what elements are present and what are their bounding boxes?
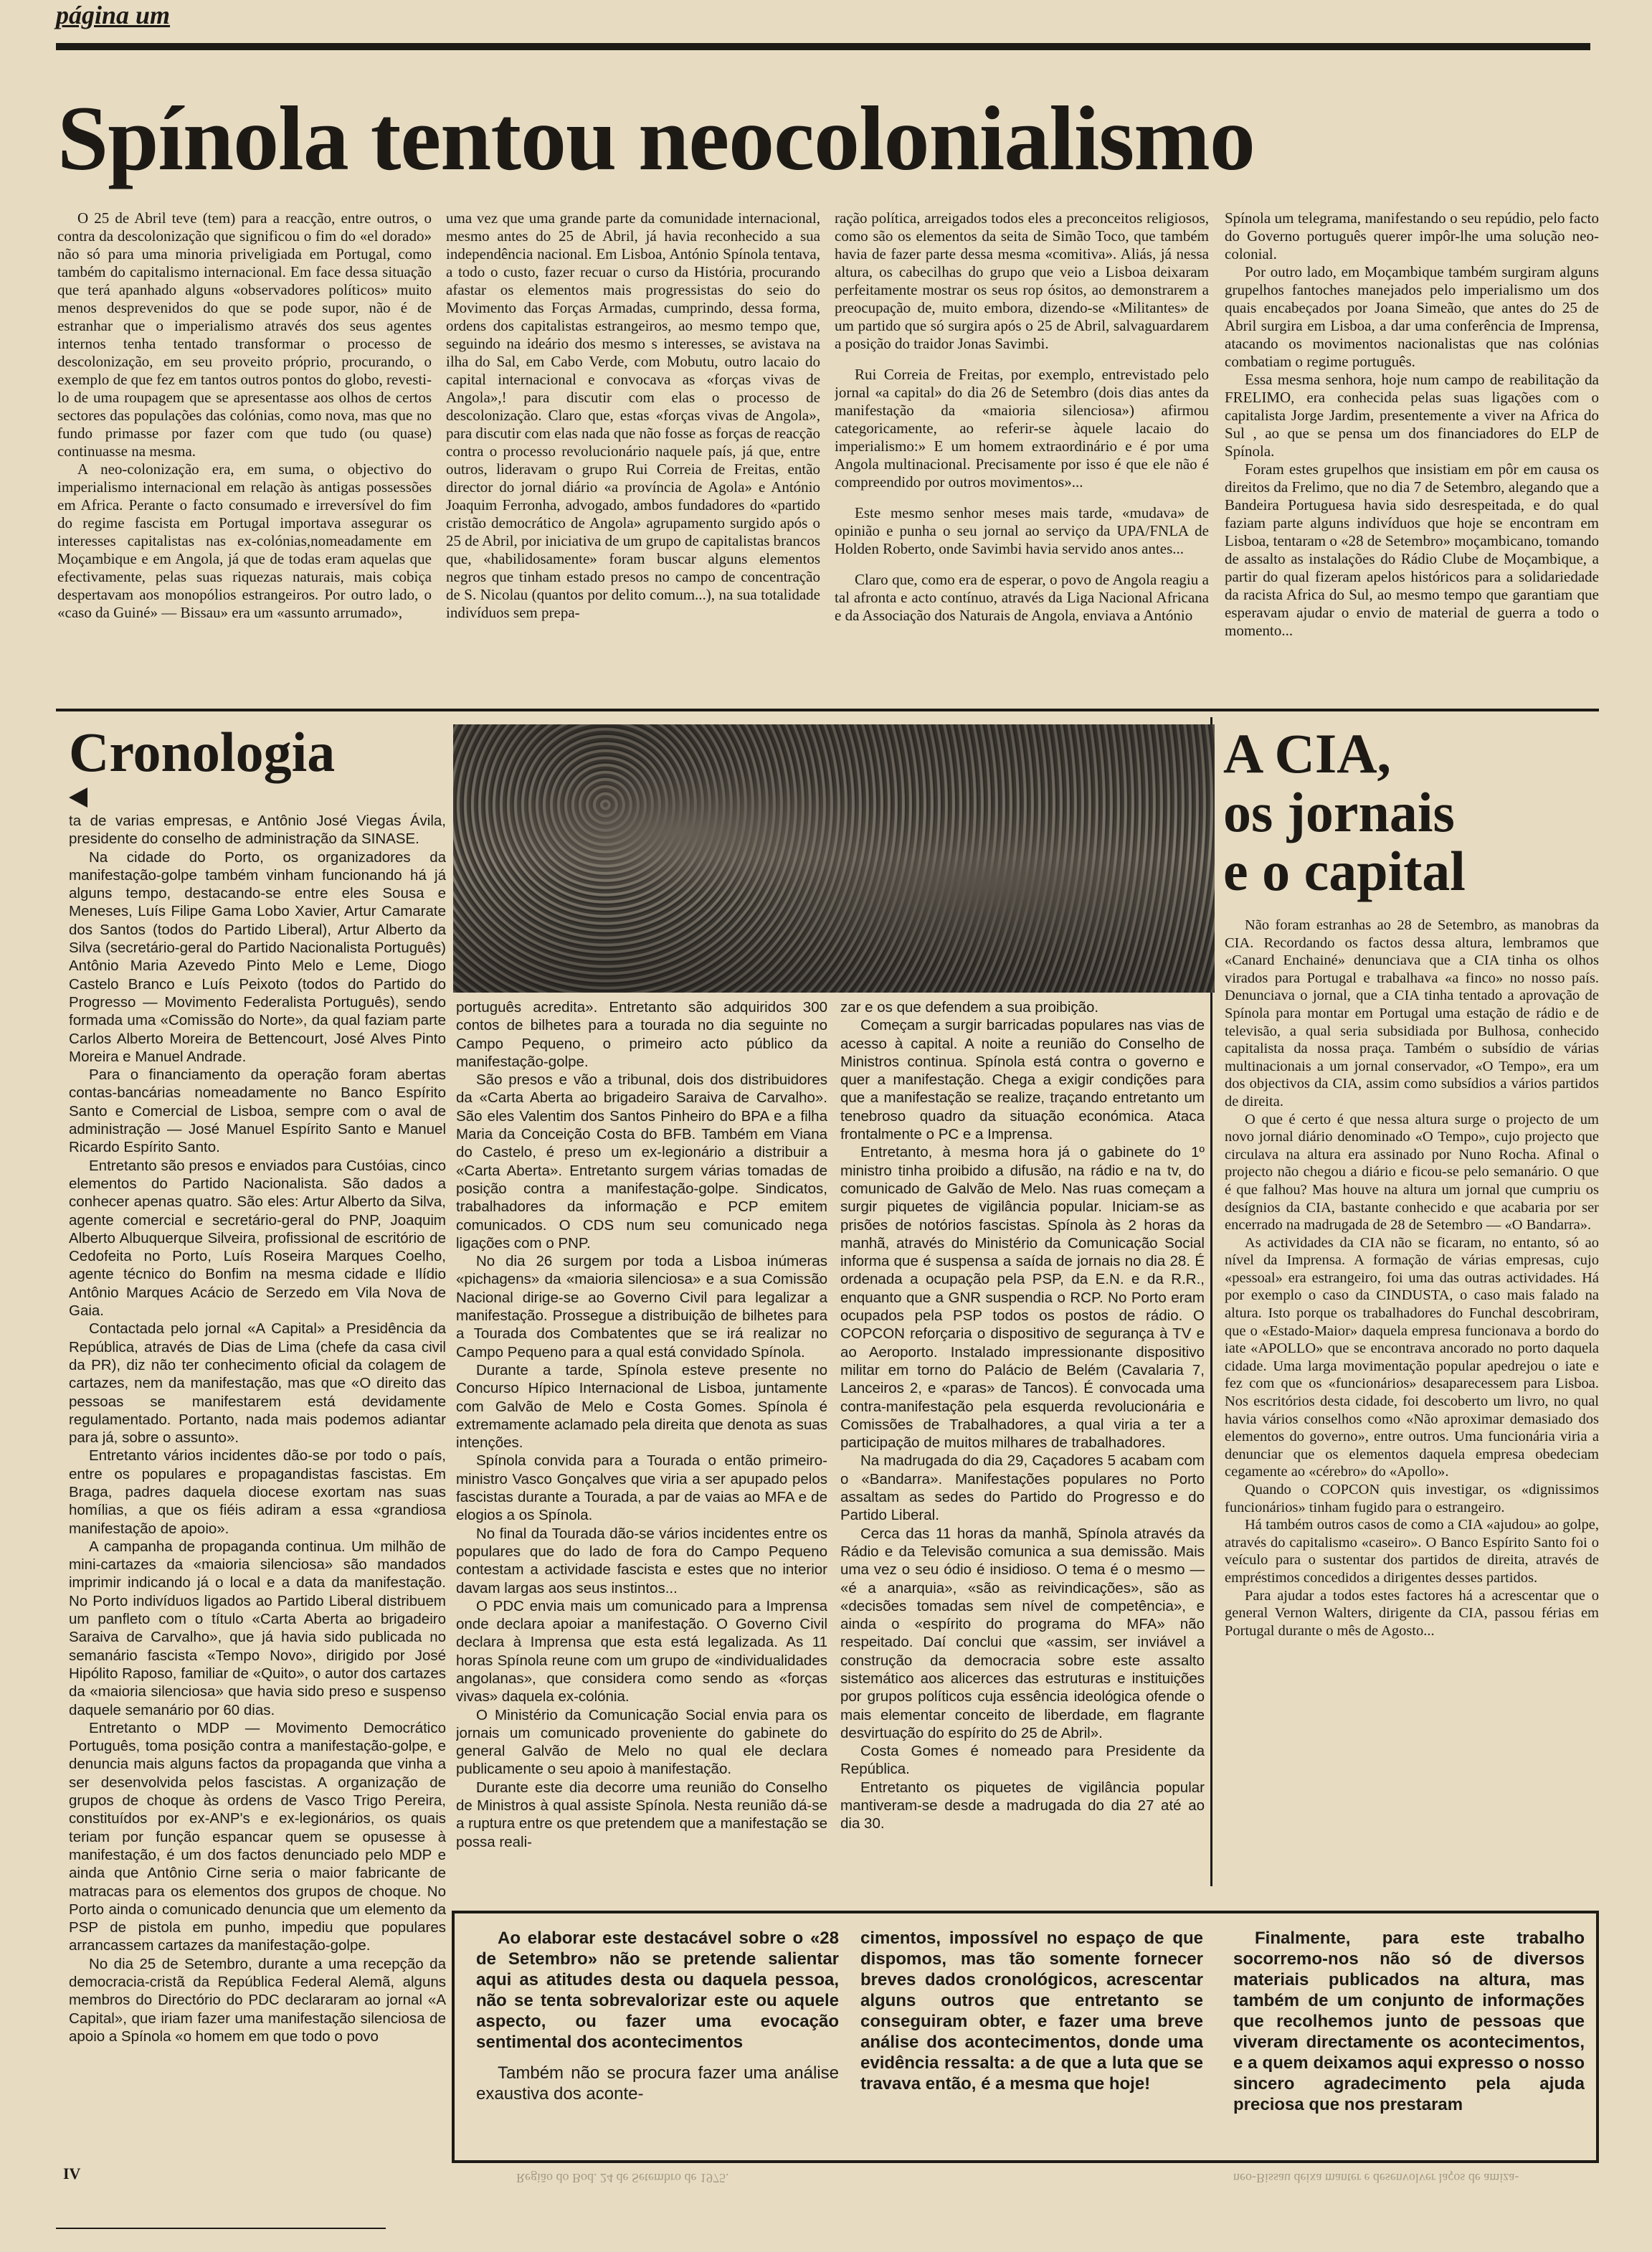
lead-column-2	[446, 209, 820, 704]
cronologia-column-1	[69, 812, 446, 2218]
lead-paragraph: Claro que, como era de esperar, o povo de Angola reagiu a tal afronta e acto contínuo, através da Liga Nacional Africana e da Associação dos Naturais de Angola, enviava a António	[835, 571, 1209, 624]
lead-paragraph: Rui Correia de Freitas, por exemplo, entrevistado pelo jornal «a capital» do dia 26 de Setembro (dois dias antes da manifestação da «maioria silenciosa») afirmou categoricamente, ao referir-se àquele lacaio do imperialismo:» E um homem extraordinário e é por uma Angola multinacional. Precisamente por isso é que ele não é compreendido por outros movimentos»...	[835, 366, 1209, 491]
lead-paragraph: Este mesmo senhor meses mais tarde, «mudava» de opinião e punha o seu jornal ao serviço da UPA/FNLA de Holden Roberto, onde Savimbi havia servido anos antes...	[835, 504, 1209, 557]
lead-paragraph: O 25 de Abril teve (tem) para a reacção, entre outros, o contra da descolonização que significou o fim do «el dorado» não só para uma minoria priveligiada em Portugal, como também do capitalismo internacional. Em face dessa situação que terá apanhado alguns «observadores políticos» muito menos desprevenidos do que se pode supor, não é de estranhar que o imperialismo através dos seus agentes internos tenha tentado transformar o processo de descolonização, em seu proveito próprio, procurando, o exemplo de que fez em tantos outros pontos do globo, revesti-lo de uma roupagem que se apresentasse aos olhos de certos sectores das populações das colónias, como nova, mas que no fundo primasse por fazer com que tudo (ou quase) continuasse na mesma.	[57, 209, 432, 460]
cronologia-paragraph: São presos e vão a tribunal, dois dos distribuidores da «Carta Aberta ao brigadeiro Saraiva de Carvalho». São eles Valentim dos Santos Pinheiro do BPA e a filha Maria da Conceição Costa do BFB. Também em Viana do Castelo, é preso um ex-legionário a distribuir a «Carta Aberta». Entretanto surgem várias tomadas de posição contra a manifestação-golpe. Sindicatos, trabalhadores da informação e PCP emitem comunicados. O CDS num seu comunicado nega ligações com o PNP.	[456, 1071, 827, 1252]
lead-paragraph: Foram estes grupelhos que insistiam em pôr em causa os direitos da Frelimo, que no dia 7 de Setembro, alegando que a Bandeira Portuguesa havia sido desrespeitada, e do qual faziam parte alguns indivíduos que hoje se encontram em Lisboa, tentaram o «28 de Setembro» moçambicano, tomando de assalto as instalações do Rádio Clube de Moçambique, a partir do qual fizeram apelos históricos para a solidariedade da racista Africa do Sul, ao mesmo tempo que garantiam que esperavam ajudar o envio de material de guerra a todo o momento...	[1225, 460, 1599, 639]
cronologia-paragraph: Na madrugada do dia 29, Caçadores 5 acabam com o «Bandarra». Manifestações populares no Porto assaltam as sedes do Partido do Progresso e do Partido Liberal.	[840, 1452, 1205, 1524]
cia-paragraph: Não foram estranhas ao 28 de Setembro, as manobras da CIA. Recordando os factos dessa altura, lembramos que «Canard Enchainé» denunciava que a CIA tinha os olhos virados para Portugal e trabalhava «a finco» no nosso país. Denunciava o jornal, que a CIA tinha tentado a aprovação de Spínola para montar em Portugal uma estação de rádio e de televisão, a qual seria subsidiada por Bulhosa, conhecido capitalista da nossa praça. Também o subsídio de várias multinacionais a um jornal conservador, «O Tempo», era um dos objectivos da CIA, assim como subsídios a vários partidos de direita.	[1225, 917, 1599, 1110]
cronologia-paragraph: Na cidade do Porto, os organizadores da manifestação-golpe também vinham funcionando há já alguns tempo, destacando-se entre eles Sousa e Meneses, Luís Filipe Gama Lobo Xavier, Artur Camarate dos Santos (todos do Partido Liberal), Artur Alberto da Silva (secretário-geral do Partido Nacionalista Português) Antônio Maria Azevedo Pinto Melo e Leme, Diogo Castelo Branco e Luís Peixoto (todos do Partido do Progresso — Movimento Federalista Português), sendo formada uma «Comissão do Norte», da qual faziam parte Carlos Alberto Moreira de Bettencourt, José Alves Pinto Moreira e Manuel Andrade.	[69, 848, 446, 1065]
lead-paragraph: A neo-colonização era, em suma, o objectivo do imperialismo internacional em relação às antigas possessões em Africa. Perante o facto consumado e irreversível do fim do regime fascista em Portugal importava assegurar os interesses capitalistas nas ex-colónias,nomeadamente em Moçambique e em Angola, já que de todas eram aquelas que efectivamente, pelas suas riquezas naturais, mais cobiça despertavam aos monopólios estrangeiros. Por outro lado, o «caso da Guiné» — Bissau» era um «assunto arrumado»,	[57, 460, 432, 621]
crowd-photo	[453, 724, 1215, 993]
cronologia-paragraph: zar e os que defendem a sua proibição.	[840, 999, 1099, 1016]
editorial-note-paragraph: Também não se procura fazer uma análise exaustiva dos aconte-	[476, 2063, 839, 2104]
cronologia-paragraph: Entretanto vários incidentes dão-se por todo o país, entre os populares e propagandistas fascistas. Em Braga, padres daquela diocese exortam nas suas homílias, a que os fiéis adiram a essa «grandiosa manifestação de apoio».	[69, 1447, 446, 1537]
cia-paragraph: Para ajudar a todos estes factores há a acrescentar que o general Vernon Walters, dirigente da CIA, passou férias em Portugal durante o mês de Agosto...	[1225, 1587, 1599, 1639]
cia-paragraph: Há também outros casos de como a CIA «ajudou» ao golpe, através do capitalismo «caseiro». O Banco Espírito Santo foi o veículo para o sustentar dos partidos de direita, através de empréstimos concedidos a dirigentes desses partidos.	[1225, 1517, 1599, 1586]
top-rule	[56, 43, 1590, 50]
editorial-note-column-1	[476, 1928, 839, 2150]
cia-title-line-3: e o capital	[1223, 840, 1466, 902]
page-number: IV	[63, 2165, 81, 2182]
cronologia-paragraph: Spínola convida para a Tourada o então primeiro-ministro Vasco Gonçalves que viria a ser apupado pelos fascistas durante a Tourada, a par de vaias ao MFA e de elogios a os Spínola.	[456, 1452, 827, 1524]
cronologia-title: Cronologia	[69, 721, 336, 783]
cronologia-column-2	[456, 998, 827, 1901]
cronologia-paragraph: No final da Tourada dão-se vários incidentes entre os populares que do lado de fora do Campo Pequeno contestam a actividade fascista e estes que no interior davam largas aos seus instintos...	[456, 1525, 827, 1596]
cia-title-line-1: A CIA,	[1223, 722, 1392, 785]
lead-column-1	[57, 209, 432, 704]
lead-paragraph: Spínola um telegrama, manifestando o seu repúdio, pelo facto do Governo português querer impôr-lhe uma solução neo-colonial.	[1225, 209, 1599, 262]
cia-title-line-2: os jornais	[1223, 781, 1455, 843]
cronologia-paragraph: Cerca das 11 horas da manhã, Spínola através da Rádio e da Televisão comunica a sua demissão. Mais uma vez o seu ódio é insidioso. O tema é o mesmo — «é a anarquia», «são as reivindicações», são as «decisões tomadas sem nível de competência», e ainda o «espírito do programa do MFA» não respeitado. Daí conclui que «assim, ser inviável a construção da democracia sobre este assalto sistemático aos alicerces das estruturas e instituições por grupos políticos cuja essência ideológica ofende o mais elementar conceito de liberdade, em flagrante desvirtuação do espírito do 25 de Abril».	[840, 1525, 1205, 1741]
cronologia-paragraph: Contactada pelo jornal «A Capital» a Presidência da República, através de Dias de Lima (chefe da casa civil da PR), diz não ter conhecimento oficial da colagem de cartazes, nem da manifestação, mas que «O direito das pessoas se manifestarem está devidamente regulamentado. Portanto, nada mais podemos adiantar para já, sobre o assunto».	[69, 1320, 446, 1447]
cronologia-paragraph: Entretanto os piquetes de vigilância popular mantiveram-se desde a madrugada do dia 27 até ao dia 30.	[840, 1779, 1205, 1832]
editorial-note-paragraph: Finalmente, para este trabalho socorremo-nos não só de diversos materiais publicados na altura, mas também de um conjunto de informações que recolhemos junto de pessoas que viveram directamente os acontecimentos, e a quem deixamos aqui expresso o nosso sincero agradecimento pela ajuda preciosa que nos prestaram	[1233, 1929, 1585, 2114]
headline: Spínola tentou neocolonialismo	[57, 87, 1255, 189]
cronologia-paragraph: No dia 25 de Setembro, durante a uma recepção da democracia-cristã da República Federal Alemã, alguns membros do Directório do PDC declararam ao jornal «A Capital», que iriam fazer uma manifestação silenciosa de apoio a Spínola «o homem em que todo o povo	[69, 1955, 446, 2045]
cronologia-paragraph: Começam a surgir barricadas populares nas vias de acesso à capital. A noite a reunião do Conselho de Ministros continua. Spínola está contra o governo e quer a manifestação. Chega a exigir condições para que a manifestação se realize, traçando entretanto um tenebroso quadro da situação económica. Ataca frontalmente o PC e a Imprensa.	[840, 1017, 1205, 1143]
cronologia-paragraph: Durante este dia decorre uma reunião do Conselho de Ministros à qual assiste Spínola. Nesta reunião dá-se a ruptura entre os que pretendem que a manifestação se possa reali-	[456, 1779, 827, 1850]
cronologia-column-3	[840, 998, 1205, 1901]
cronologia-paragraph: português acredita». Entretanto são adquiridos 300 contos de bilhetes para a tourada no dia seguinte no Campo Pequeno, o primeiro acto público da manifestação-golpe.	[456, 999, 827, 1070]
cronologia-paragraph: A campanha de propaganda continua. Um milhão de mini-cartazes da «maioria silenciosa» são mandados imprimir indicando já o local e a data da manifestação. No Porto indivíduos ligados ao Partido Liberal distribuem um panfleto com o título «Carta Aberta ao brigadeiro Saraiva de Carvalho», que já havia sido publicada no semanário fascista «Tempo Novo», dirigido por José Hipólito Raposo, familiar de «Quito», o autor dos cartazes da «maioria silenciosa» que havia sido preso e suspenso daquele semanário por 60 dias.	[69, 1538, 446, 1718]
lead-column-3	[835, 209, 1209, 704]
lead-paragraph: Por outro lado, em Moçambique também surgiram alguns grupelhos fantoches manejados pelo imperialismo um dos quais encabeçados por Joana Simeão, que antes do 25 de Abril surgira em Lisboa, a dar uma conferência de Imprensa, atacando os movimentos nacionalistas que nas colónias combatiam o regime português.	[1225, 263, 1599, 370]
editorial-note-column-2	[860, 1928, 1203, 2150]
editorial-note-paragraph: cimentos, impossível no espaço de que dispomos, mas tão somente fornecer breves dados cronológicos, acrescentar alguns outros que entretanto se conseguiram obter, e fazer uma breve análise dos acontecimentos, donde uma evidência ressalta: a de que a luta que se travava então, é a mesma que hoje!	[860, 1929, 1203, 2093]
cronologia-paragraph: No dia 26 surgem por toda a Lisboa inúmeras «pichagens» da «maioria silenciosa» e a sua Comissão Nacional dirige-se ao Governo Civil para legalizar a manifestação. Prossegue a distribuição de bilhetes para a Tourada dos Combatentes que se irá realizar no Campo Pequeno para a qual está convidado Spínola.	[456, 1253, 827, 1361]
bleed-through-text-right: neo-Bissau deixa manter e desenvolver laços de amiza-	[1233, 2171, 1519, 2185]
editorial-note-paragraph: Ao elaborar este destacável sobre o «28 de Setembro» não se pretende salientar aqui as atitudes desta ou daquela pessoa, não se tenta sobrevalorizar este ou aquele aspecto, ou fazer uma evocação sentimental dos acontecimentos	[476, 1929, 839, 2052]
page-label: página um	[56, 1, 171, 29]
cia-article-body	[1225, 917, 1599, 1916]
editorial-note-column-3	[1233, 1928, 1585, 2150]
cia-paragraph: Quando o COPCON quis investigar, os «dignissimos funcionários» tinham fugido para o estrangeiro.	[1225, 1482, 1599, 1515]
lead-paragraph: ração política, arreigados todos eles a preconceitos religiosos, como são os elementos da seita de Simão Toco, que também havia de fazer parte dessa mesma «comitiva». Aliás, já nessa altura, os cabecilhas do grupo que veio a Lisboa deixaram perfeitamente mostrar os seus rop ósitos, ao demonstrarem a preocupação de, muito embora, dizendo-se «Militantes» de um partido que só surgira após o 25 de Abril, salvaguardarem a posição do traidor Jonas Savimbi.	[835, 209, 1209, 352]
cronologia-paragraph: Durante a tarde, Spínola esteve presente no Concurso Hípico Internacional de Lisboa, juntamente com Galvão de Melo e Costa Gomes. Spínola é extremamente aclamado pela direita que denota as suas intenções.	[456, 1361, 827, 1452]
lead-column-4	[1225, 209, 1599, 704]
cia-paragraph: As actividades da CIA não se ficaram, no entanto, só ao nível da Imprensa. A formação de várias empresas, cujo «pessoal» era estrangeiro, foi uma das outras actividades. Há por exemplo o caso da CINDUSTA, o caso mais falado na altura. Isto porque os trabalhadores do Funchal descobriram, que o «Estado-Maior» daquela empresa funcionava a bordo do iate «APOLLO» que se encontrava ancorado no porto daquela cidade. Uma larga movimentação popular apedrejou o iate e fez com que os «funcionários» desaparecessem para Lisboa. Nos escritórios desta cidade, foi descoberto um livro, no qual havia vários conselhos como «Não aproximar demasiado dos elementos do governo», entre outros. Uma funcionária viria a denunciar que os elementos daquela empresa obedeciam cegamente ao «cérebro» do «Apollo».	[1225, 1234, 1599, 1480]
cronologia-paragraph: Costa Gomes é nomeado para Presidente da República.	[840, 1743, 1205, 1778]
cia-paragraph: O que é certo é que nessa altura surge o projecto de um novo jornal diário denominado «O Tempo», cujo projecto que circulava na altura era assinado por Nuno Rocha. Afinal o projecto não chegou a diário e ficou-se pelo semanário. O que é que falhou? Mas houve na altura um jornal que cumpriu os desígnios da CIA, bastante conhecido e que acabaria por ser encerrado na madrugada de 28 de Setembro — «O Bandarra».	[1225, 1111, 1599, 1234]
lead-paragraph: uma vez que uma grande parte da comunidade internacional, mesmo antes do 25 de Abril, já havia reconhecido a sua independência nacional. Em Lisboa, António Spínola tentava, a todo o custo, fazer recuar o curso da História, procurando afastar os elementos mais progressistas do seio do Movimento das Forças Armadas, cumprindo, dessa forma, ordens dos capitalistas estrangeiros, ao mesmo tempo que, seguindo na ideário dos mesmo s interesses, se avistava na ilha do Sal, em Cabo Verde, com Mobutu, outro lacaio do capital internacional e convocava as «forças vivas de Angola»,! para discutir com elas o processo de descolonização. Claro que, estas «forças vivas de Angola», para discutir com elas nada que não fosse as forças de reacção contra o processo revolucionário naquele país, já que, entre outros, lideravam o grupo Rui Correia de Freitas, então director do jornal diário «a província de Agola» e António Joaquim Ferronha, advogado, ambos fundadores do «partido cristão democrático de Angola» agrupamento surgido após o 25 de Abril, por iniciativa de um grupo de capitalistas brancos que, «habilidosamente» foram buscar alguns elementos negros que tinham estado presos no campo de concentração de S. Nicolau (quantos por delito comum...), na sua totalidade indivíduos sem prepa-	[446, 209, 820, 621]
cronologia-paragraph: O Ministério da Comunicação Social envia para os jornais um comunicado proveniente do gabinete do general Galvão de Melo no qual ele declara publicamente o seu apoio à manifestação.	[456, 1706, 827, 1778]
cronologia-paragraph: Entretanto, à mesma hora já o gabinete do 1º ministro tinha proibido a difusão, na rádio e na tv, do comunicado de Galvão de Melo. Nas ruas começam a surgir piquetes de vigilância popular. Iniciam-se as prisões de notórios fascistas. Spínola às 2 horas da manhã, através do Ministério da Comunicação Social informa que é suspensa a saída de jornais no dia 28. É ordenada a ocupação pela PSP, da E.N. e da R.R., enquanto que a GNR suspendia o RCP. No Porto eram ocupados pela PSP todos os postos de rádio. O COPCON reforçaria o dispositivo de segurança à TV e ao Aeroporto. Instalado impressionante dispositivo militar em torno do Palácio de Belém (Cavalaria 7, Lanceiros 2, e «paras» de Tancos). É convocada uma contra-manifestação pela esquerda revolucionária e Comissões de Trabalhadores, a qual viria a ter a participação de muitos milhares de trabalhadores.	[840, 1144, 1205, 1452]
cronologia-paragraph: Entretanto o MDP — Movimento Democrático Português, toma posição contra a manifestação-golpe, e denuncia mais alguns factos da propaganda que vinha a ser desenvolvida pelos fascistas. A organização de grupos de choque às ordens de Vasco Trigo Pereira, constituídos por ex-ANP's e ex-legionários, os quais teriam por função espancar quem se opusesse à manifestação, é um dos factos denunciado pelo MDP e ainda que Antônio Cirne seria o maior fabricante de matracas para os elementos dos grupos de choque. No Porto ainda o comunicado denuncia que um elemento da PSP de pistola em punho, impediu que populares arrancassem cartazes da manifestação-golpe.	[69, 1719, 446, 1954]
lead-paragraph: Essa mesma senhora, hoje num campo de reabilitação da FRELIMO, era conhecida pelas suas ligações com o capitalista Jorge Jardim, presentemente a viver na Africa do Sul , ao que se pensa um dos financiadores do ELP de Spínola.	[1225, 371, 1599, 460]
cronologia-paragraph: ta de varias empresas, e Antônio José Viegas Ávila, presidente do conselho de administração da SINASE.	[69, 813, 446, 848]
bottom-rule	[56, 2228, 386, 2229]
cronologia-paragraph: Para o financiamento da operação foram abertas contas-bancárias nomeadamente no Banco Espírito Santo e Comercial de Lisboa, sempre com o aval de administração — José Manuel Espírito Santo e Manuel Ricardo Espírito Santo.	[69, 1066, 446, 1156]
cronologia-paragraph: O PDC envia mais um comunicado para a Imprensa onde declara apoiar a manifestação. O Governo Civil declara à Imprensa que esta está legalizada. As 11 horas Spínola reune com um grupo de «individualidades angolanas», que considera como sendo as «forças vivas» daquela ex-colónia.	[456, 1597, 827, 1705]
section-divider	[56, 709, 1599, 711]
bleed-through-text-left: Região do Bod. 24 de Setembro de 1975.	[516, 2171, 729, 2185]
arrow-left-icon	[69, 787, 87, 808]
cronologia-paragraph: Entretanto são presos e enviados para Custóias, cinco elementos do Partido Nacionalista. São dados a conhecer apenas quatro. São eles: Artur Alberto da Silva, agente comercial e secretário-geral do PNP, Joaquim Alberto Albuquerque Silveira, profissional de escritório de Cedofeita no Porto, Luís Roseira Marques Coelho, agente técnico do Bonfim na mesma cidade e Ilídio Antônio Marques Acácio de Serzedo em Vila Nova de Gaia.	[69, 1157, 446, 1320]
